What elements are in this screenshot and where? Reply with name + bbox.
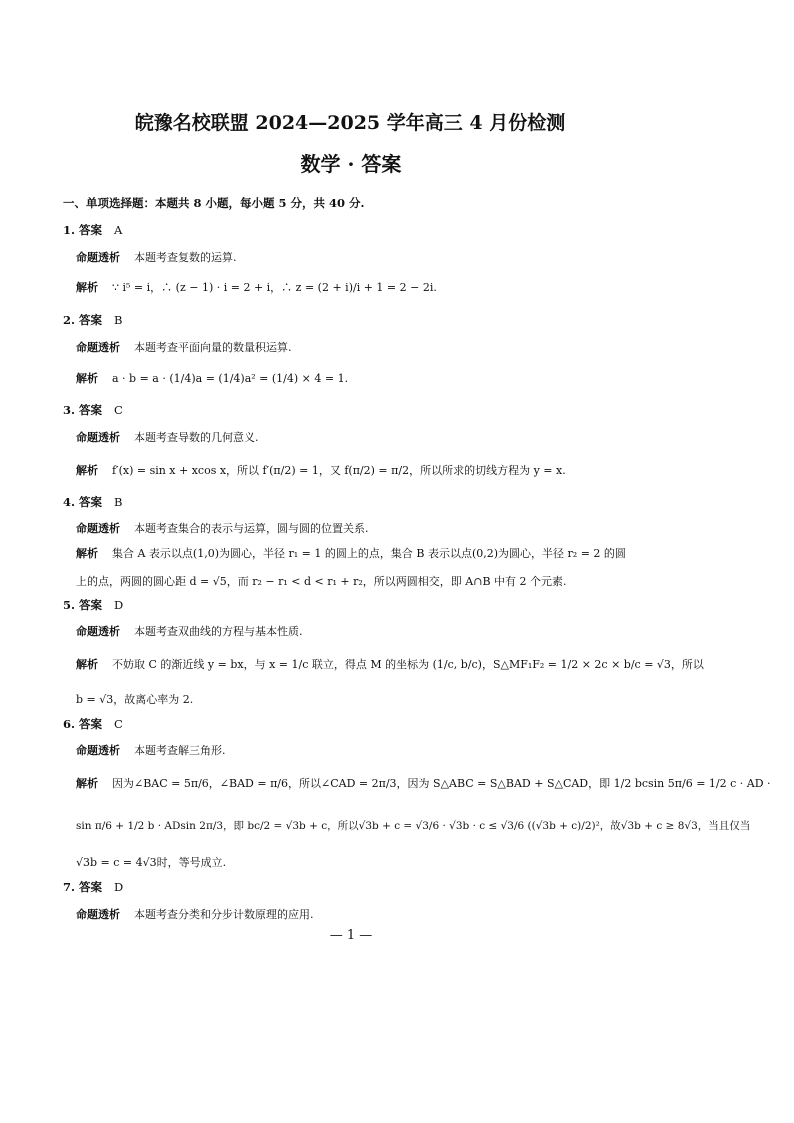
question-7-analysis: 命题透析 本题考查分类和分步计数原理的应用. (76, 908, 314, 921)
question-3-analysis: 命题透析 本题考查导数的几何意义. (76, 431, 259, 444)
page-title: 皖豫名校联盟 2024—2025 学年高三 4 月份检测 (134, 112, 566, 134)
question-4-solution-cont: 上的点，两圆的圆心距 d = √5，而 r₂ − r₁ < d < r₁ + r₂，所以两圆相交，即 A∩B 中有 2 个元素. (76, 575, 567, 588)
question-4-solution: 解析 集合 A 表示以点(1,0)为圆心，半径 r₁ = 1 的圆上的点，集合 B 表示以点(0,2)为圆心，半径 r₂ = 2 的圆 (76, 547, 626, 560)
question-7-answer: 7. 答案 D (63, 880, 124, 894)
question-4-answer: 4. 答案 B (63, 495, 123, 509)
question-2-solution: 解析 a · b = a · (1/4)a = (1/4)a² = (1/4) × 4 = 1. (76, 372, 349, 385)
question-6-analysis: 命题透析 本题考查解三角形. (76, 744, 226, 757)
question-2-answer: 2. 答案 B (63, 313, 123, 327)
question-5-answer: 5. 答案 D (63, 598, 124, 612)
question-2-analysis: 命题透析 本题考查平面向量的数量积运算. (76, 341, 292, 354)
question-5-solution: 解析 不妨取 C 的渐近线 y = bx，与 x = 1/c 联立，得点 M 的坐标为 (1/c, b/c)，S△MF₁F₂ = 1/2 × 2c × b/c = √3，所以 (76, 658, 704, 671)
question-5-solution-cont: b = √3，故离心率为 2. (76, 693, 194, 706)
page-number: — 1 — (329, 928, 373, 943)
question-6-answer: 6. 答案 C (63, 717, 123, 731)
question-4-analysis: 命题透析 本题考查集合的表示与运算，圆与圆的位置关系. (76, 522, 369, 535)
question-5-analysis: 命题透析 本题考查双曲线的方程与基本性质. (76, 625, 303, 638)
question-1-answer: 1. 答案 A (63, 223, 123, 237)
question-6-solution: 解析 因为∠BAC = 5π/6，∠BAD = π/6，所以∠CAD = 2π/3，因为 S△ABC = S△BAD + S△CAD，即 1/2 bcsin 5π/6 = 1/2 c · AD · (76, 777, 771, 790)
question-3-solution: 解析 f′(x) = sin x + xcos x，所以 f′(π/2) = 1，又 f(π/2) = π/2，所以所求的切线方程为 y = x. (76, 464, 566, 477)
question-6-solution-cont: sin π/6 + 1/2 b · ADsin 2π/3，即 bc/2 = √3b + c，所以√3b + c = √3/6 · √3b · c ≤ √3/6 ((√3b + c)/2)²，故√3b + c ≥ 8√3，当且仅当 (76, 820, 751, 832)
question-3-answer: 3. 答案 C (63, 403, 123, 417)
question-1-analysis: 命题透析 本题考查复数的运算. (76, 251, 237, 264)
question-6-solution-cont2: √3b = c = 4√3时，等号成立. (76, 856, 227, 869)
question-1-solution: 解析 ∵ i⁵ = i，∴ (z − 1) · i = 2 + i，∴ z = (2 + i)/i + 1 = 2 − 2i. (76, 281, 437, 294)
section-heading: 一、单项选择题：本题共 8 小题，每小题 5 分，共 40 分. (63, 196, 365, 210)
page-subtitle: 数学 · 答案 (300, 152, 402, 176)
